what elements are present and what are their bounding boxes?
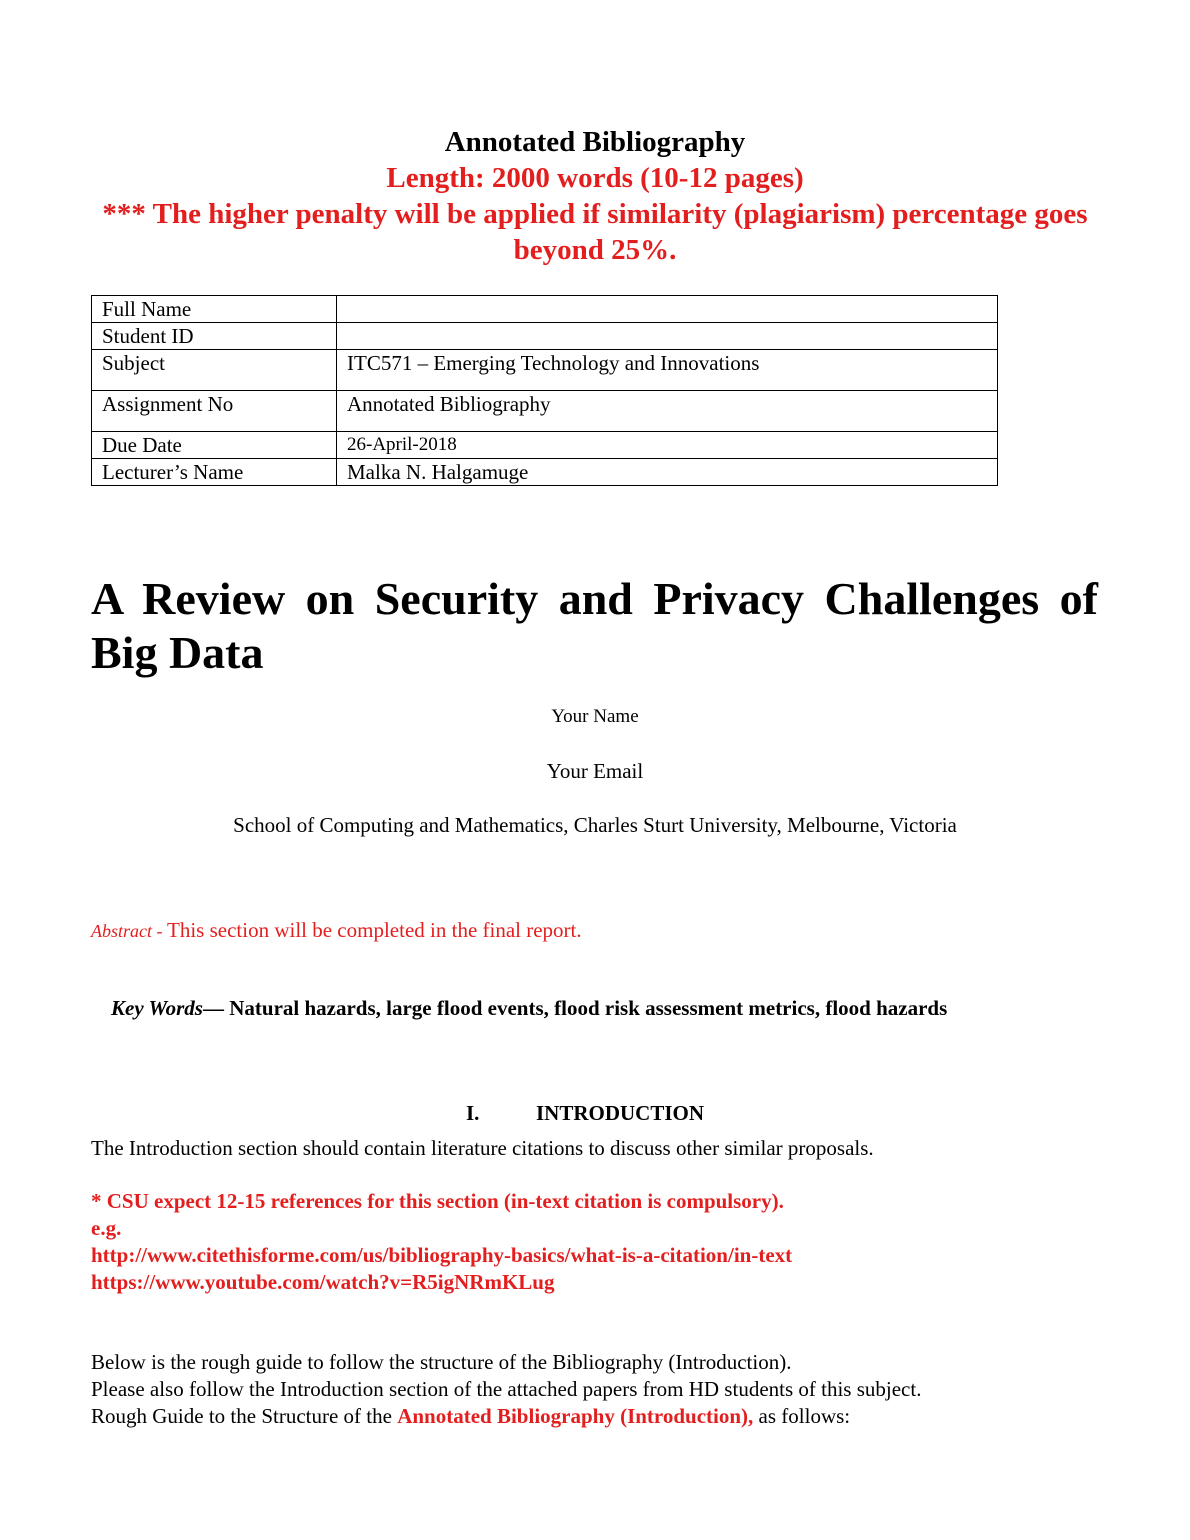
student-id-value[interactable] [337, 323, 998, 350]
guide-line: Below is the rough guide to follow the structure of the Bibliography (Introduction). [91, 1350, 792, 1374]
guide-paragraph [91, 1349, 921, 1430]
plagiarism-warning: *** The higher penalty will be applied if similarity (plagiarism) percentage goes beyond 25%. [102, 198, 1088, 266]
due-date-value: 26-April-2018 [337, 432, 998, 459]
table-row [92, 459, 998, 486]
guide-line-prefix: Rough Guide to the Structure of the [91, 1404, 398, 1428]
guide-line-highlight: Annotated Bibliography (Introduction), [397, 1404, 754, 1428]
section-heading-introduction [466, 1101, 704, 1126]
table-row [92, 391, 998, 432]
section-title: INTRODUCTION [536, 1101, 705, 1125]
length-requirement: Length: 2000 words (10-12 pages) [386, 162, 804, 194]
eg-text: e.g. [91, 1216, 122, 1240]
full-name-label: Full Name [92, 296, 337, 323]
document-header [60, 124, 1130, 268]
lecturer-name-value: Malka N. Halgamuge [337, 459, 998, 486]
table-row [92, 350, 998, 391]
keywords-label: Key Words [111, 996, 203, 1020]
student-id-label: Student ID [92, 323, 337, 350]
full-name-value[interactable] [337, 296, 998, 323]
lecturer-name-label: Lecturer’s Name [92, 459, 337, 486]
abstract-text: This section will be completed in the final report. [167, 918, 582, 942]
guide-line: Please also follow the Introduction section of the attached papers from HD students of this subject. [91, 1377, 922, 1401]
author-email: Your Email [546, 759, 644, 783]
subject-value: ITC571 – Emerging Technology and Innovations [337, 350, 998, 391]
guide-line-suffix: as follows: [753, 1404, 851, 1428]
table-row [92, 296, 998, 323]
table-row [92, 432, 998, 459]
document-title: Annotated Bibliography [444, 126, 746, 158]
youtube-link[interactable]: https://www.youtube.com/watch?v=R5igNRmKLug [91, 1270, 555, 1294]
abstract-label: Abstract - [91, 921, 167, 941]
table-row [92, 323, 998, 350]
intro-paragraph: The Introduction section should contain literature citations to discuss other similar proposals. [91, 1136, 874, 1160]
csu-reference-note [91, 1188, 792, 1296]
keywords [111, 996, 947, 1021]
author-affiliation: School of Computing and Mathematics, Charles Sturt University, Melbourne, Victoria [233, 813, 957, 837]
cover-info-table [91, 295, 998, 486]
author-name: Your Name [551, 706, 639, 727]
section-number: I. [466, 1101, 480, 1125]
citation-link[interactable]: http://www.citethisforme.com/us/bibliography-basics/what-is-a-citation/in-text [91, 1243, 793, 1267]
paper-title: A Review on Security and Privacy Challenges of Big Data [91, 573, 1098, 678]
guide-line [91, 1403, 921, 1430]
assignment-no-label: Assignment No [92, 391, 337, 432]
assignment-no-value: Annotated Bibliography [337, 391, 998, 432]
subject-label: Subject [92, 350, 337, 391]
abstract [91, 918, 582, 943]
keywords-text: — Natural hazards, large flood events, flood risk assessment metrics, flood hazards [202, 996, 948, 1020]
csu-note-text: * CSU expect 12-15 references for this section (in-text citation is compulsory). [91, 1189, 784, 1213]
due-date-label: Due Date [92, 432, 337, 459]
